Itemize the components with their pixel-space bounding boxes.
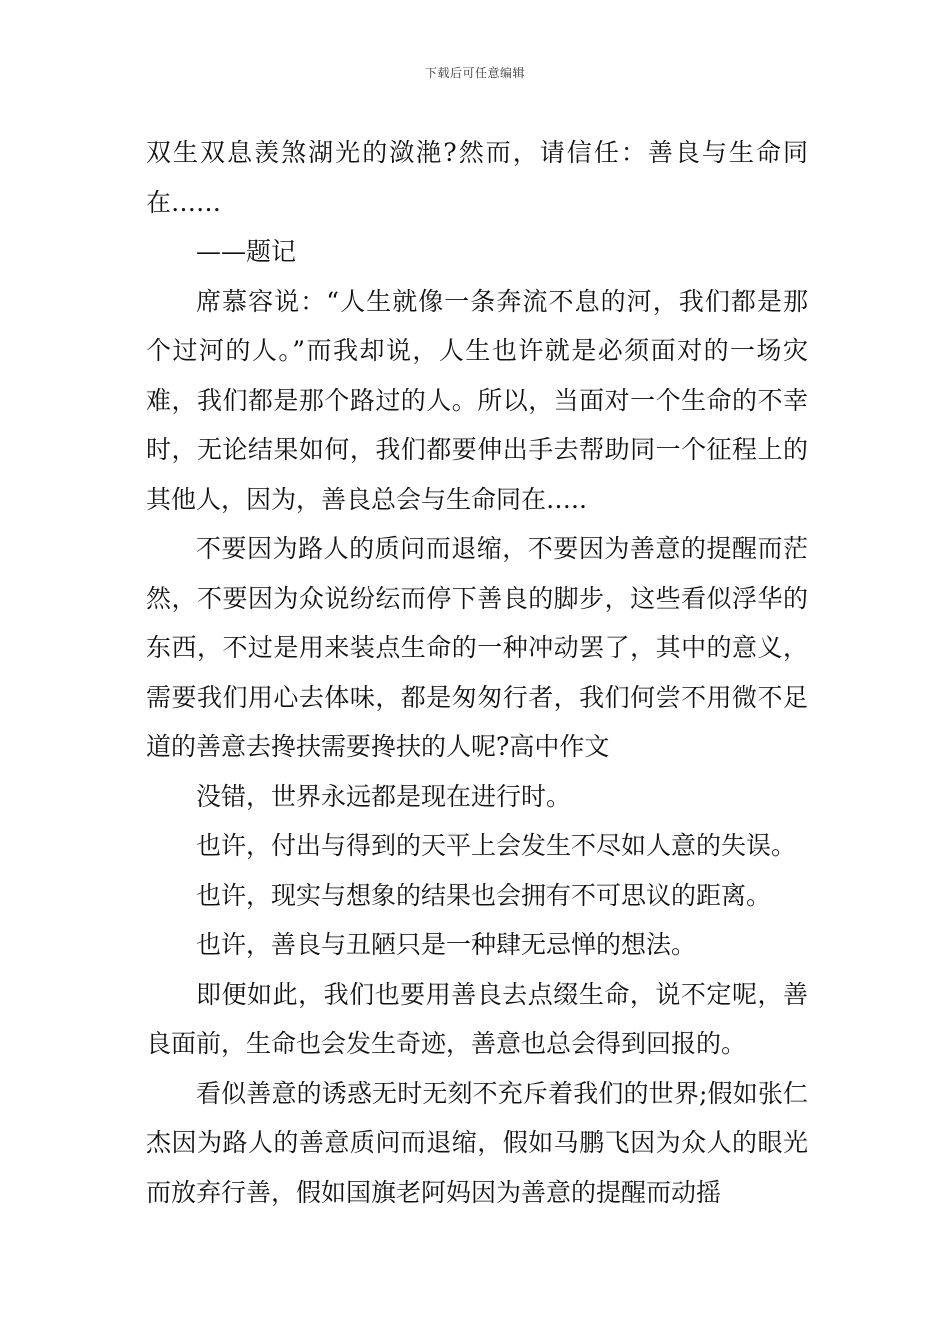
paragraph-7: 即便如此，我们也要用善良去点缀生命，说不定呢，善良面前，生命也会发生奇迹，善意也总会得到回报的。 xyxy=(146,979,808,1058)
paragraph-5: 也许，现实与想象的结果也会拥有不可思议的距离。 xyxy=(196,880,772,910)
paragraph-1: 席慕容说：“人生就像一条奔流不息的河，我们都是那个过河的人。”而我却说，人生也许就是必须面对的一场灾难，我们都是那个路过的人。所以，当面对一个生命的不幸时，无论结果如何，我们都要伸出手去帮助同一个征程上的其他人，因为，善良总会与生命同在….. xyxy=(146,286,808,514)
paragraph-4: 也许，付出与得到的天平上会发生不尽如人意的失误。 xyxy=(196,831,797,860)
paragraph-opening: 双生双息羡煞湖光的潋滟?然而，请信任：善良与生命同在…… xyxy=(146,138,808,217)
paragraph-2: 不要因为路人的质问而退缩，不要因为善意的提醒而茫然，不要因为众说纷纭而停下善良的脚步，这些看似浮华的东西，不过是用来装点生命的一种冲动罢了，其中的意义，需要我们用心去体味，都是匆匆行者，我们何尝不用微不足道的善意去搀扶需要搀扶的人呢?高中作文 xyxy=(146,534,808,761)
paragraph-epigraph-signature: ——题记 xyxy=(196,237,297,266)
paragraph-6: 也许，善良与丑陋只是一种肆无忌惮的想法。 xyxy=(196,930,697,959)
page-header: 下载后可任意编辑 xyxy=(424,66,525,80)
document-body xyxy=(146,128,808,1217)
paragraph-8: 看似善意的诱惑无时无刻不充斥着我们的世界;假如张仁杰因为路人的善意质问而退缩，假如马鹏飞因为众人的眼光而放弃行善，假如国旗老阿妈因为善意的提醒而动摇 xyxy=(146,1078,808,1207)
paragraph-3: 没错，世界永远都是现在进行时。 xyxy=(196,781,572,811)
